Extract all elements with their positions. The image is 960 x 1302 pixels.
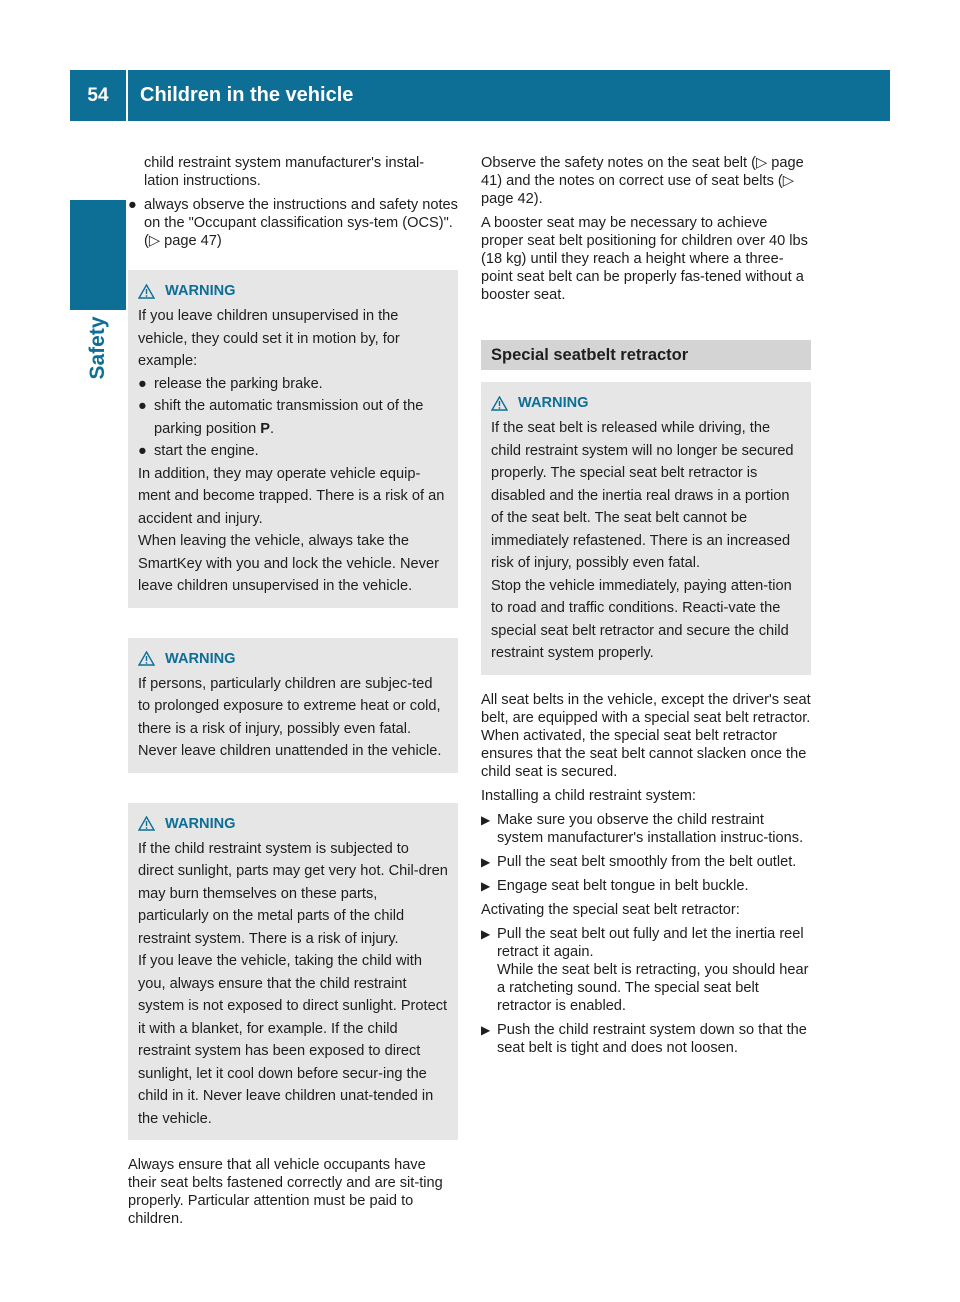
step-item: ▶ Push the child restraint system down so that the seat belt is tight and does not loosen. [481,1021,807,1056]
step-item: ▶ Pull the seat belt out fully and let the inertia reel retract it again. While the seat belt is retracting, you should hear a ratcheting sound. The special seat belt retractor is enabled. [481,925,809,1014]
activating-label: Activating the special seat belt retractor: [481,901,740,918]
paragraph: Observe the safety notes on the seat belt (▷ page 41) and the notes on correct use of seat belts (▷ page 42). [481,155,804,207]
warning-box-direct-sunlight [128,803,458,1141]
warning-triangle-icon [138,651,155,666]
step-arrow-icon: ▶ [481,926,491,941]
step-arrow-icon: ▶ [481,854,491,869]
step-note: While the seat belt is retracting, you should hear a ratcheting sound. The special seat belt retractor is enabled. [497,961,809,1014]
step-arrow-icon: ▶ [481,1022,491,1037]
warning-box-extreme-temperature [128,638,458,773]
side-tab-label: Safety [86,316,109,380]
bullet-glyph: ● [128,197,137,213]
list-item: ● always observe the instructions and safety notes on the "Occupant classification sys-tem (OCS)". (▷ page 47) [128,197,458,249]
list-item: ● release the parking brake. [138,375,323,392]
warning-box-children-unsupervised [128,270,458,608]
warning-text: In addition, they may operate vehicle equip-ment and become trapped. There is a risk of an accident and injury. [138,465,445,527]
warning-heading: WARNING [138,280,448,302]
warning-text: If the child restraint system is subjected to direct sunlight, parts may get very hot. Chil-dren may burn themselves on these parts, particularly on the metal parts of the child restraint system. There is a risk of injury. [138,840,448,947]
right-column [481,154,811,1063]
step-item: ▶ Engage seat belt tongue in belt buckle. [481,877,749,894]
warning-heading: WARNING [491,392,801,414]
warning-text: If you leave children unsupervised in the vehicle, they could set it in motion by, for example: [138,308,400,369]
left-column [128,154,458,1234]
side-tab [70,200,126,310]
paragraph: All seat belts in the vehicle, except the driver's seat belt, are equipped with a special seat belt retractor. When activated, the special seat belt retractor ensures that the seat belt cannot slacken once the child seat is secured. [481,691,811,780]
warning-triangle-icon [491,396,508,411]
installing-label: Installing a child restraint system: [481,787,696,804]
warning-triangle-icon [138,816,155,831]
page-header [70,70,890,121]
warning-text: If you leave the vehicle, taking the child with you, always ensure that the child restraint system is not exposed to direct sunlight. Protect it with a blanket, for example. If the child restraint system has been exposed to direct sunlight, let it cool down before secur-ing the child in it. Never leave children unat-tended in the vehicle. [138,953,448,1127]
chapter-title: Children in the vehicle [140,84,354,106]
step-item: ▶ Pull the seat belt smoothly from the belt outlet. [481,853,797,870]
page-number: 54 [87,85,109,106]
warning-box-seatbelt-retractor [481,382,811,675]
warning-heading: WARNING [138,648,448,670]
warning-triangle-icon [138,284,155,299]
closing-paragraph: Always ensure that all vehicle occupants have their seat belts fastened correctly and are sit-ting properly. Particular attention must be paid to children. [128,1157,443,1227]
list-item: ● start the engine. [138,443,259,459]
step-item: ▶ Make sure you observe the child restraint system manufacturer's installation instruc-tions. [481,811,804,846]
side-tab-label-box [70,318,126,378]
step-arrow-icon: ▶ [481,812,491,827]
intro-continuation: child restraint system manufacturer's instal-lation instructions. [144,155,425,189]
section-heading: Special seatbelt retractor [481,340,811,370]
list-item: ● shift the automatic transmission out of the parking position P. [138,398,424,437]
warning-heading: WARNING [138,813,448,835]
warning-text: Stop the vehicle immediately, paying atten-tion to road and traffic conditions. Reacti-vate the special seat belt retractor and secure the child restraint system properly. [491,577,792,661]
paragraph: A booster seat may be necessary to achieve proper seat belt positioning for children over 40 lbs (18 kg) until they reach a height where a three-point seat belt can be properly fas-tened without a booster seat. [481,215,808,303]
warning-text: When leaving the vehicle, always take the SmartKey with you and lock the vehicle. Never leave children unsupervised in the vehicle. [138,533,439,594]
step-arrow-icon: ▶ [481,878,491,893]
warning-text: If persons, particularly children are subjec-ted to prolonged exposure to extreme heat or cold, there is a risk of injury, possibly even fatal. Never leave children unattended in the vehicle. [138,675,442,759]
header-divider [126,70,128,121]
warning-text: If the seat belt is released while driving, the child restraint system will no longer be secured properly. The special seat belt retractor is disabled and the inertia real draws in a portion of the seat belt. The seat belt cannot be immediately refastened. There is an increased risk of injury, possibly even fatal. [491,420,794,571]
